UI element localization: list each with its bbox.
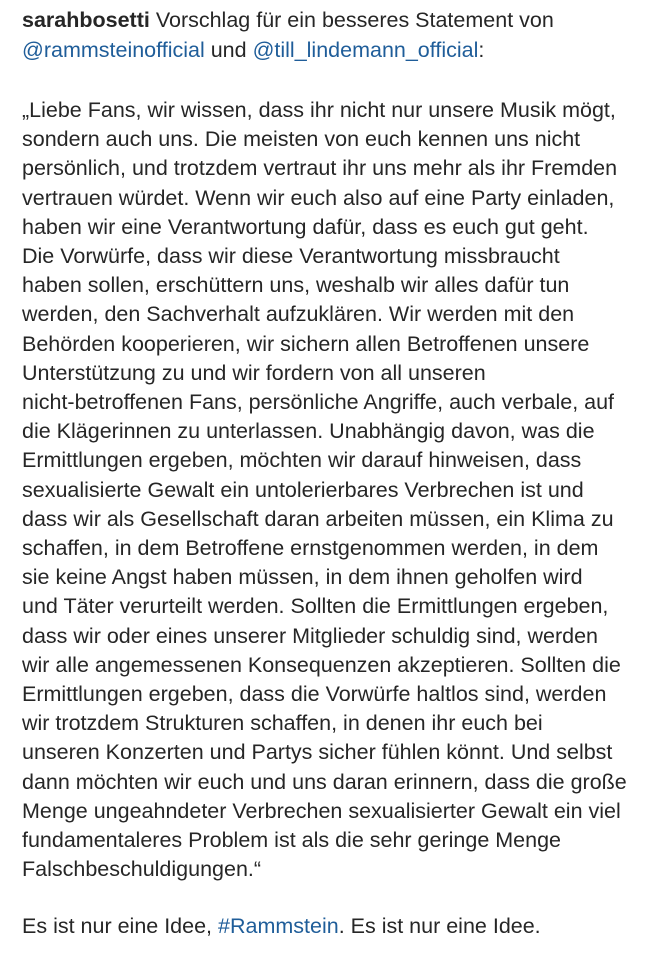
- statement-line: dann möchten wir euch und uns daran erinnern, dass die große: [22, 769, 627, 794]
- closing-text-before: Es ist nur eine Idee,: [22, 914, 218, 939]
- statement-line: vertrauen würdet. Wenn wir euch also auf eine Party einladen,: [22, 185, 615, 210]
- statement-line: sie keine Angst haben müssen, in dem ihnen geholfen wird: [22, 565, 583, 590]
- statement-line: haben wir eine Verantwortung dafür, dass es euch gut geht.: [22, 214, 589, 239]
- proposed-statement: [22, 96, 653, 884]
- mention-till-lindemann-official[interactable]: @till_lindemann_official: [252, 37, 479, 62]
- statement-line: Die Vorwürfe, dass wir diese Verantwortung missbraucht: [22, 244, 560, 269]
- statement-line: Unterstützung zu und wir fordern von all unseren: [22, 360, 486, 385]
- caption-closing: [22, 912, 653, 942]
- statement-line: wir alle angemessenen Konsequenzen akzeptieren. Sollten die: [22, 652, 621, 677]
- statement-line: unseren Konzerten und Partys sicher fühlen könnt. Und selbst: [22, 740, 613, 765]
- statement-line: und Täter verurteilt werden. Sollten die Ermittlungen ergeben,: [22, 594, 609, 619]
- statement-line: dass wir oder eines unserer Mitglieder schuldig sind, werden: [22, 623, 599, 648]
- caption-and-text: und: [204, 37, 253, 62]
- statement-line: Ermittlungen ergeben, möchten wir darauf hinweisen, dass: [22, 448, 582, 473]
- username-link[interactable]: sarahbosetti: [22, 8, 150, 32]
- statement-line: nicht-betroffenen Fans, persönliche Angriffe, auch verbale, auf: [22, 390, 615, 415]
- statement-line: wir trotzdem Strukturen schaffen, in denen ihr euch bei: [22, 711, 543, 736]
- statement-line: Falschbeschuldigungen.“: [22, 857, 262, 882]
- statement-line: werden, den Sachverhalt aufzuklären. Wir werden mit den: [22, 302, 575, 327]
- statement-line: Behörden kooperieren, wir sichern allen Betroffenen unsere: [22, 331, 590, 356]
- statement-line: schaffen, in dem Betroffene ernstgenommen werden, in dem: [22, 536, 599, 561]
- statement-line: Ermittlungen ergeben, dass die Vorwürfe haltlos sind, werden: [22, 682, 607, 707]
- statement-line: haben sollen, erschüttern uns, weshalb wir alles dafür tun: [22, 273, 570, 298]
- statement-line: sondern auch uns. Die meisten von euch kennen uns nicht: [22, 127, 581, 152]
- statement-line: dass wir als Gesellschaft daran arbeiten müssen, ein Klima zu: [22, 506, 614, 531]
- statement-line: „Liebe Fans, wir wissen, dass ihr nicht nur unsere Musik mögt,: [22, 98, 616, 122]
- mention-rammsteinofficial[interactable]: @rammsteinofficial: [22, 37, 205, 62]
- statement-line: persönlich, und trotzdem vertraut ihr uns mehr als ihr Fremden: [22, 156, 618, 181]
- caption-colon: :: [478, 37, 485, 62]
- caption-intro-text: Vorschlag für ein besseres Statement von: [149, 8, 554, 32]
- caption-header: [22, 6, 653, 65]
- statement-line: fundamentaleres Problem ist als die sehr geringe Menge: [22, 828, 561, 853]
- closing-text-after: . Es ist nur eine Idee.: [338, 914, 541, 939]
- statement-line: die Klägerinnen zu unterlassen. Unabhängig davon, was die: [22, 419, 595, 444]
- statement-line: Menge ungeahndeter Verbrechen sexualisierter Gewalt ein viel: [22, 798, 621, 823]
- hashtag-rammstein[interactable]: #Rammstein: [218, 914, 339, 939]
- statement-line: sexualisierte Gewalt ein untolerierbares Verbrechen ist und: [22, 477, 584, 502]
